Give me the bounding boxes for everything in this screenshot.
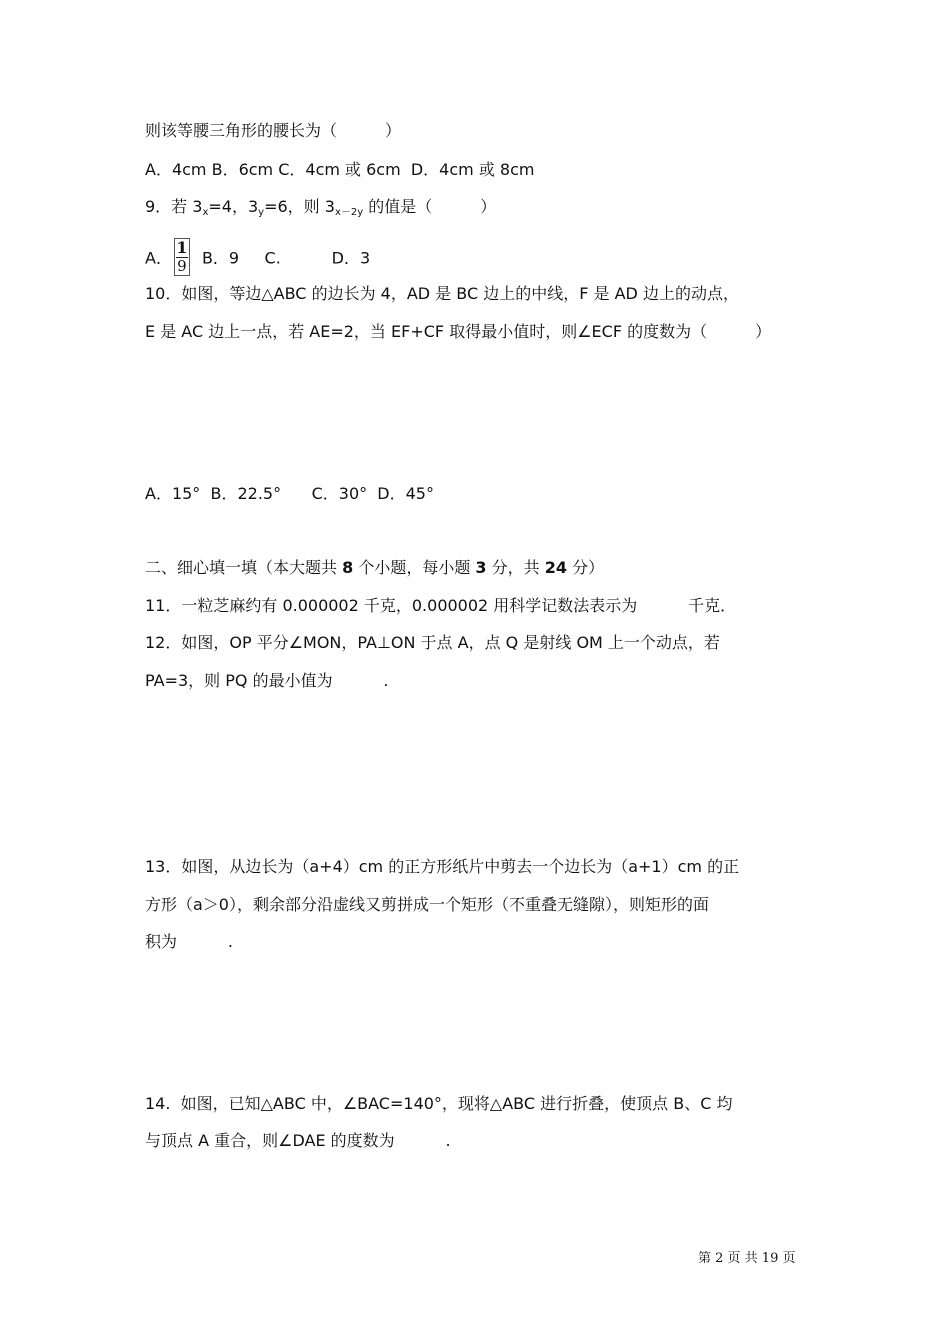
fraction-one-ninth	[174, 238, 190, 276]
section-2-text-2: 个小题，每小题	[353, 558, 476, 577]
q9-mid2: =6，则 3	[264, 197, 335, 216]
section-2-total-points: 24	[544, 558, 568, 577]
q9-exponent-y: y	[258, 207, 265, 218]
question-9-stem	[145, 197, 496, 223]
q9-exponent-x: x	[202, 207, 209, 218]
section-2-heading	[145, 558, 604, 578]
section-2-question-count: 8	[342, 558, 354, 577]
question-8-stem-end: 则该等腰三角形的腰长为（ ）	[145, 121, 402, 140]
question-13-line-1: 13．如图，从边长为（a+4）cm 的正方形纸片中剪去一个边长为（a+1）cm 的正	[145, 857, 740, 876]
question-10-line-1: 10．如图，等边△ABC 的边长为 4，AD 是 BC 边上的中线，F 是 AD 边上的动点，	[145, 284, 739, 303]
page-footer: 第 2 页 共 19 页	[698, 1251, 796, 1266]
question-12-line-1: 12．如图，OP 平分∠MON，PA⊥ON 于点 A，点 Q 是射线 OM 上一个动点，若	[145, 633, 720, 652]
question-12-line-2: PA=3，则 PQ 的最小值为 .	[145, 671, 389, 690]
q9-suffix: 的值是（ ）	[363, 197, 497, 216]
section-2-points-each: 3	[475, 558, 487, 577]
fraction-denominator: 9	[177, 257, 187, 275]
q9-option-a-label: A．	[145, 248, 172, 268]
question-10-options: A．15° B．22.5° C．30° D．45°	[145, 484, 434, 503]
q9-prefix: 9．若 3	[145, 197, 203, 216]
question-11: 11．一粒芝麻约有 0.000002 千克，0.000002 用科学记数法表示为 千克．	[145, 596, 737, 615]
question-8-options: A．4cm B．6cm C．4cm 或 6cm D．4cm 或 8cm	[145, 160, 535, 179]
fraction-numerator: 1	[176, 238, 188, 257]
question-10-line-2: E 是 AC 边上一点，若 AE=2，当 EF+CF 取得最小值时，则∠ECF 的度数为（ ）	[145, 322, 772, 341]
question-14-line-1: 14. 如图，已知△ABC 中，∠BAC=140°，现将△ABC 进行折叠，使顶点 B、C 均	[145, 1094, 733, 1113]
question-13-line-3: 积为 .	[145, 932, 233, 951]
q9-exponent-x-2y: x－2y	[334, 207, 364, 218]
question-14-line-2: 与顶点 A 重合，则∠DAE 的度数为 .	[145, 1131, 451, 1150]
q9-other-options: B．9 C. D．3	[201, 248, 371, 268]
question-13-line-2: 方形（a＞0），剩余部分沿虚线又剪拼成一个矩形（不重叠无缝隙），则矩形的面	[145, 895, 709, 914]
q9-mid1: =4，3	[208, 197, 259, 216]
question-9-options	[145, 240, 370, 278]
section-2-text-3: 分，共	[486, 558, 545, 577]
section-2-text-1: 二、细心填一填（本大题共	[145, 558, 343, 577]
section-2-text-4: 分）	[567, 558, 605, 577]
